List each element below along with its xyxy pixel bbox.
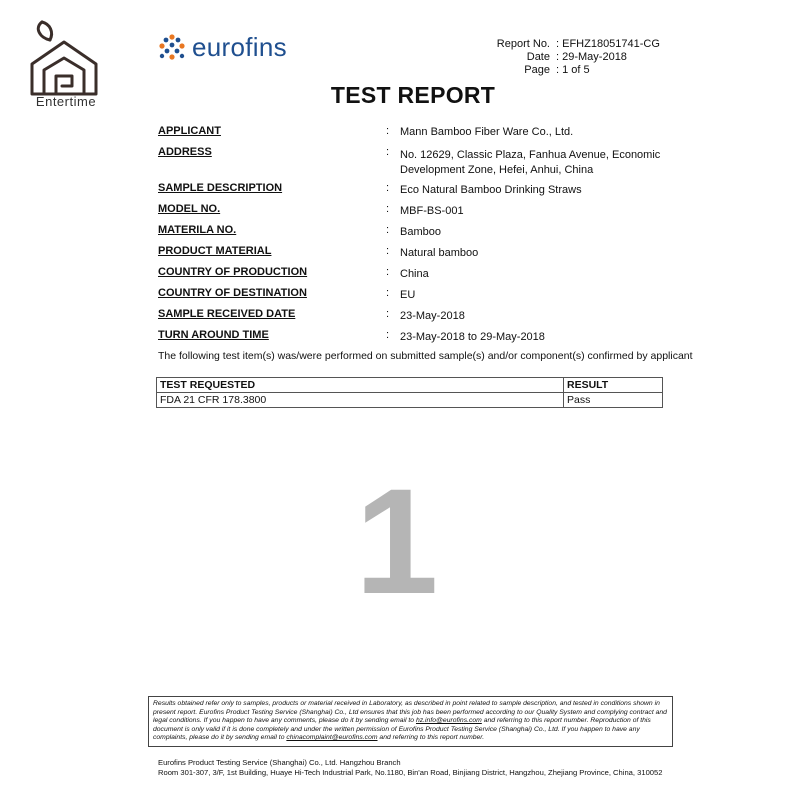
report-no-value: : EFHZ18051741-CG (556, 38, 660, 50)
field-colon: : (386, 266, 390, 278)
model-no-label: MODEL NO. (158, 203, 221, 215)
footer-address: Room 301-307, 3/F, 1st Building, Huaye Hi-Tech Industrial Park, No.1180, Bin'an Road, Binjiang District, Hangzhou, Zhejiang Province, China, 310052 (158, 768, 663, 777)
materila-no-value: Bamboo (400, 226, 441, 238)
eurofins-dots-icon (158, 34, 186, 62)
date-value: : 29-May-2018 (556, 51, 627, 63)
field-colon: : (386, 329, 390, 341)
table-header-row (157, 378, 663, 393)
sample-description-label: SAMPLE DESCRIPTION (158, 182, 283, 194)
field-colon: : (386, 224, 390, 236)
eurofins-logo (158, 32, 287, 63)
address-label: ADDRESS (158, 146, 212, 158)
big-page-number: 1 (355, 457, 439, 625)
disclaimer-box (148, 696, 673, 747)
turn-around-label: TURN AROUND TIME (158, 329, 269, 341)
field-colon: : (386, 203, 390, 215)
applicant-label: APPLICANT (158, 125, 221, 137)
header-result: RESULT (564, 378, 663, 393)
disclaimer-text-3: and referring to this report number. (377, 734, 485, 741)
country-destination-value: EU (400, 289, 416, 301)
applicant-value: Mann Bamboo Fiber Ware Co., Ltd. (400, 126, 574, 138)
performed-note: The following test item(s) was/were performed on submitted sample(s) and/or component(s) confirmed by applicant (158, 350, 693, 362)
disclaimer-text-1: Results obtained refer only to samples, products or material received in Laboratory, as described in point related to sample description, and tested in conditions shown in present report. Eurofins Product Testing Service (Shanghai) Co., Ltd ensures that this job has been performed according to our Quality System and complying contract and legal conditions. If you happen to have any comments, please do it by sending email to (153, 700, 667, 724)
date-label: Date (526, 51, 550, 63)
result-cell: Pass (564, 393, 663, 408)
field-colon: : (386, 125, 390, 137)
test-requested-cell: FDA 21 CFR 178.3800 (157, 393, 564, 408)
page-label: Page (524, 64, 550, 76)
sample-description-value: Eco Natural Bamboo Drinking Straws (400, 184, 582, 196)
page-value: : 1 of 5 (556, 64, 590, 76)
results-table (156, 377, 663, 408)
turn-around-value: 23-May-2018 to 29-May-2018 (400, 331, 545, 343)
country-production-label: COUNTRY OF PRODUCTION (158, 266, 308, 278)
report-title: TEST REPORT (330, 82, 496, 108)
header-test-requested: TEST REQUESTED (157, 378, 564, 393)
field-colon: : (386, 146, 390, 158)
product-material-label: PRODUCT MATERIAL (158, 245, 272, 257)
field-colon: : (386, 308, 390, 320)
date-row (470, 51, 660, 64)
sample-received-value: 23-May-2018 (400, 310, 465, 322)
info-email-link[interactable]: hz.info@eurofins.com (415, 717, 482, 724)
report-no-row (470, 38, 660, 51)
brand-name: Entertime (35, 94, 97, 109)
complaint-email-link[interactable]: chinacomplaint@eurofins.com (286, 734, 378, 741)
report-meta (470, 38, 660, 77)
disclaimer-text-2: and referring to this report number. Reproduction of this document is only valid if it is done completely and under the written permission of Eurofins Product Testing Service (Shanghai) Co., Ltd. If you happen to have any complaints, please do it by sending email to (153, 717, 651, 741)
table-row (157, 393, 663, 408)
field-colon: : (386, 182, 390, 194)
eurofins-wordmark: eurofins (192, 32, 287, 62)
address-value: No. 12629, Classic Plaza, Fanhua Avenue, Economic Development Zone, Hefei, Anhui, China (400, 149, 661, 176)
product-material-value: Natural bamboo (400, 247, 479, 259)
report-no-label: Report No. (496, 38, 550, 50)
model-no-value: MBF-BS-001 (400, 205, 464, 217)
footer-company: Eurofins Product Testing Service (Shanghai) Co., Ltd. Hangzhou Branch (158, 758, 401, 767)
country-destination-label: COUNTRY OF DESTINATION (158, 287, 307, 299)
field-colon: : (386, 287, 390, 299)
field-colon: : (386, 245, 390, 257)
sample-received-label: SAMPLE RECEIVED DATE (158, 308, 296, 320)
country-production-value: China (400, 268, 429, 280)
page-row (470, 64, 660, 77)
materila-no-label: MATERILA NO. (158, 224, 237, 236)
